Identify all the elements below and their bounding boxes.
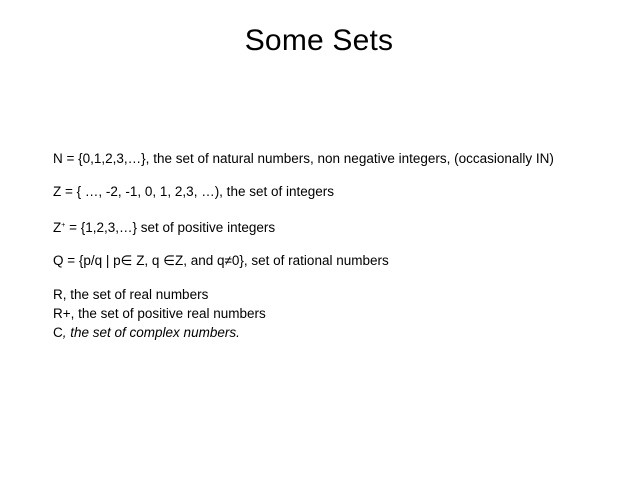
positive-reals-line: R+, the set of positive real numbers [53,306,266,321]
complex-text: , the set of complex numbers. [62,325,240,340]
slide-title: Some Sets [244,24,394,57]
integers-line: Z = { …, -2, -1, 0, 1, 2,3, …), the set of integers [53,184,335,199]
positive-integers-symbol: Z [53,220,62,235]
natural-numbers-line: N = {0,1,2,3,…}, the set of natural numbers, non negative integers, (occasionally IN) [53,151,554,166]
reals-line: R, the set of real numbers [53,287,209,302]
positive-integers-superscript: + [61,222,66,229]
positive-integers-line [53,217,275,236]
rationals-line: Q = {p/q | p∈ Z, q ∈Z, and q≠0}, set of rational numbers [53,253,389,268]
positive-integers-text: = {1,2,3,…} set of positive integers [65,220,276,235]
complex-symbol: C [53,325,63,340]
complex-numbers-line [53,324,240,341]
